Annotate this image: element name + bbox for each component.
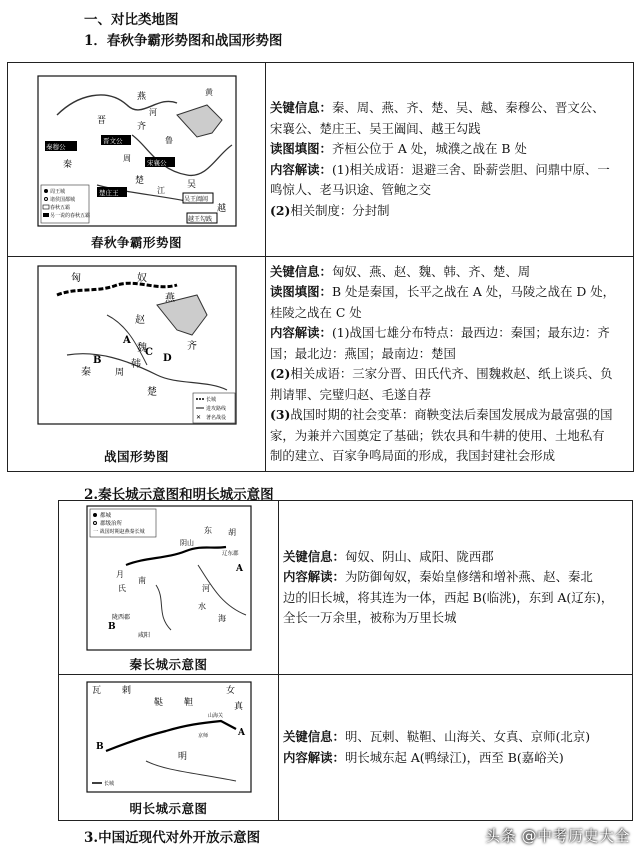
key-label: 读图填图： <box>270 284 332 299</box>
ming-label-shanhaiguan: 山海关 <box>207 713 223 719</box>
key-label: 内容解读： <box>270 161 332 177</box>
text-segment: 边的旧长城，将其连为一体，西起 B(临洮)，东到 A(辽东)， <box>283 589 614 605</box>
chunqiu-label-chuzhuangwang: 楚庄王 <box>98 189 118 197</box>
zhanguo-legend-2: 著名战役 <box>205 415 226 421</box>
chunqiu-label-songxianggong: 宋襄公 <box>146 159 166 167</box>
text-segment: 齐桓公位于 A 处，城濮之战在 B 处 <box>331 141 527 156</box>
ming-label-ming: 明 <box>177 752 187 762</box>
zhanguo-legend <box>193 393 235 423</box>
qin-label-liaodong: 辽东郡 <box>221 551 239 557</box>
zhanguo-label-han: 韩 <box>130 359 141 370</box>
text-line <box>270 446 629 467</box>
zhanguo-label-xiong: 匈 <box>70 273 81 284</box>
ming-label-jingshi: 京师 <box>197 733 208 739</box>
key-label: 内容解读： <box>283 749 345 765</box>
zhanguo-text-cell <box>266 257 634 472</box>
ming-label-dan: 靼 <box>183 698 193 708</box>
text-line <box>270 364 629 385</box>
section-1-title: 一、对比类地图 <box>84 12 179 28</box>
chunqiu-label-yuewang: 越王勾践 <box>187 216 212 223</box>
chunqiu-text <box>270 98 629 221</box>
key-label: (2) <box>270 366 291 381</box>
zhanguo-label-B: B <box>92 355 101 366</box>
zhanguo-label-D: D <box>162 353 172 364</box>
table-1 <box>7 62 634 472</box>
chunqiu-label-jinwengong: 晋文公 <box>102 137 122 145</box>
ming-wall-text-cell <box>279 675 633 821</box>
qin-wall-map-cell <box>59 501 279 675</box>
zhanguo-label-qin: 秦 <box>80 367 91 378</box>
text-line <box>270 282 629 303</box>
ming-wall-text <box>283 727 628 768</box>
text-line <box>283 547 628 568</box>
zhanguo-label-C: C <box>144 347 153 358</box>
chunqiu-label-wuwang: 吴王阖闾 <box>183 196 208 203</box>
qin-wall-caption: 秦长城示意图 <box>129 657 208 672</box>
zhanguo-text <box>270 262 629 467</box>
zhanguo-label-yan: 燕 <box>164 293 175 304</box>
text-line <box>270 385 629 406</box>
qin-wall-text-cell <box>279 501 633 675</box>
text-line <box>270 323 629 344</box>
section-3-title: 3.中国近现代对外开放示意图 <box>84 830 261 846</box>
text-line <box>270 405 629 426</box>
qin-label-dong: 东 <box>203 526 212 535</box>
text-line <box>270 98 629 119</box>
chunqiu-label-wu: 吴 <box>186 180 196 190</box>
chunqiu-label-qi: 齐 <box>136 122 146 132</box>
key-label: (3) <box>270 407 291 422</box>
qin-label-yinshan: 阴山 <box>179 539 194 547</box>
chunqiu-label-jiang: 江 <box>156 186 165 195</box>
text-segment: 国；最北边：燕国；最南边：楚国 <box>270 345 456 361</box>
section-2-title: 2.秦长城示意图和明长城示意图 <box>84 487 274 503</box>
text-segment: 家，为兼并六国奠定了基础；铁农具和牛耕的使用、土地私有 <box>270 427 605 443</box>
zhanguo-label-nu: 奴 <box>136 273 147 284</box>
text-segment: 明长城东起 A(鸭绿江)，西至 B(嘉峪关) <box>344 749 564 765</box>
qin-label-he: 河 <box>201 584 210 593</box>
ming-label-zhen: 真 <box>233 702 243 712</box>
qin-label-shui: 水 <box>197 602 206 611</box>
text-line <box>270 180 629 201</box>
qin-label-hu: 胡 <box>227 528 236 537</box>
text-line <box>270 303 629 324</box>
ming-wall-map-cell <box>59 675 279 821</box>
text-segment: 明、瓦剌、鞑靼、山海关、女真、京师(北京) <box>344 729 591 744</box>
text-line <box>283 727 628 748</box>
text-segment: (1)相关成语：退避三舍、卧薪尝胆、问鼎中原、一 <box>331 161 610 177</box>
chunqiu-label-qin: 秦 <box>62 160 72 170</box>
chunqiu-label-qinmugong: 秦穆公 <box>45 143 65 151</box>
ming-label-da: 鞑 <box>153 698 163 708</box>
key-label: 关键信息： <box>270 263 332 279</box>
chunqiu-legend-3: 另一说的春秋五霸 <box>49 213 90 219</box>
key-label: 内容解读： <box>270 325 332 340</box>
zhanguo-label-chu: 楚 <box>146 387 157 398</box>
zhanguo-legend-1: 进攻路线 <box>205 406 226 412</box>
text-line <box>270 160 629 181</box>
chunqiu-label-he: 河 <box>148 108 157 117</box>
qin-label-nan: 南 <box>137 576 146 585</box>
qin-legend-0: 都城 <box>99 513 111 519</box>
chunqiu-label-jin: 晋 <box>96 116 106 126</box>
zhanguo-map <box>37 265 237 425</box>
text-line <box>270 262 629 283</box>
text-segment: 相关成语：三家分晋、田氏代齐、围魏救赵、纸上谈兵、负 <box>290 366 613 381</box>
ming-label-la: 剌 <box>121 686 131 696</box>
text-segment: 荆请罪、完璧归赵、毛遂自荐 <box>270 386 432 402</box>
qin-wall-text <box>283 547 628 629</box>
qin-label-xianyang: 咸阳 <box>137 632 150 639</box>
text-line <box>270 426 629 447</box>
zhanguo-map-cell <box>8 257 266 472</box>
chunqiu-caption: 春秋争霸形势图 <box>90 235 182 250</box>
text-line <box>270 119 629 140</box>
key-label: 读图填图： <box>270 141 332 156</box>
chunqiu-legend-2: 春秋五霸 <box>49 205 70 211</box>
key-label: 关键信息： <box>283 729 345 744</box>
chunqiu-label-lu: 鲁 <box>164 136 173 145</box>
qin-label-shi: 氏 <box>117 584 126 593</box>
svg-text:✕: ✕ <box>195 414 201 421</box>
text-segment: 匈奴、阴山、咸阳、陇西郡 <box>344 548 494 564</box>
text-segment: 桂陵之战在 C 处 <box>270 304 362 320</box>
zhanguo-label-A: A <box>122 335 131 346</box>
key-label: 内容解读： <box>283 569 345 584</box>
qin-legend-2: 一 战国时期赵燕秦长城 <box>92 529 145 535</box>
ming-label-nv: 女 <box>225 686 235 696</box>
chunqiu-legend-1: 诸侯国都城 <box>49 197 75 203</box>
table-2 <box>58 500 633 821</box>
text-segment: 宋襄公、楚庄王、吴王阖闾、越王勾践 <box>270 120 481 136</box>
text-segment: 全长一万余里，被称为万里长城 <box>283 610 457 625</box>
watermark: 头条 @中考历史大全 <box>485 827 630 845</box>
text-line <box>270 344 629 365</box>
qin-wall-legend <box>90 509 156 537</box>
qin-label-longxi: 陇西郡 <box>111 614 130 621</box>
section-1-subtitle: 1．春秋争霸形势图和战国形势图 <box>84 33 283 49</box>
text-segment: 制的建立、百家争鸣局面的形成，我国封建社会形成 <box>270 448 555 463</box>
zhanguo-caption: 战国形势图 <box>103 449 169 464</box>
key-label: (2) <box>270 202 291 218</box>
zhanguo-label-zhao: 赵 <box>134 315 145 326</box>
zhanguo-legend-0: 长城 <box>205 397 216 403</box>
chunqiu-label-zhou: 周 <box>122 154 131 163</box>
chunqiu-label-chu: 楚 <box>134 176 144 186</box>
text-segment: (1)战国七雄分布特点：最西边：秦国；最东边：齐 <box>331 325 610 340</box>
text-segment: 相关制度：分封制 <box>290 202 390 218</box>
ming-wall-map <box>86 681 252 793</box>
ming-label-wa: 瓦 <box>91 686 101 696</box>
chunqiu-legend <box>41 185 90 223</box>
key-label: 关键信息： <box>283 548 345 564</box>
text-line <box>283 748 628 769</box>
ming-label-A: A <box>237 728 245 738</box>
zhanguo-label-qi: 齐 <box>186 341 197 352</box>
ming-wall-caption: 明长城示意图 <box>129 801 208 816</box>
qin-label-hai: 海 <box>217 614 226 623</box>
zhanguo-label-zhou: 周 <box>114 368 124 378</box>
text-segment: 为防御匈奴，秦始皇修缮和增补燕、赵、秦北 <box>344 569 593 584</box>
chunqiu-text-cell <box>266 63 634 257</box>
ming-legend-wall: 长城 <box>103 781 114 787</box>
text-segment: 鸣惊人、老马识途、管鲍之交 <box>270 182 432 197</box>
zhanguo-label-wei: 魏 <box>136 343 147 354</box>
chunqiu-label-huang: 黄 <box>204 88 213 97</box>
text-line <box>270 139 629 160</box>
text-segment: 战国时期的社会变革：商鞅变法后秦国发展成为最富强的国 <box>290 407 613 422</box>
text-line <box>283 588 628 609</box>
text-segment: B 处是秦国，长平之战在 A 处，马陵之战在 D 处， <box>331 284 616 299</box>
chunqiu-label-yue: 越 <box>216 204 226 214</box>
chunqiu-label-yan: 燕 <box>136 92 146 102</box>
text-segment: 匈奴、燕、赵、魏、韩、齐、楚、周 <box>331 263 531 279</box>
qin-label-B: B <box>107 622 116 632</box>
text-line <box>283 608 628 629</box>
qin-legend-1: 郡级治所 <box>99 521 122 527</box>
chunqiu-map-cell <box>8 63 266 257</box>
text-segment: 秦、周、燕、齐、楚、吴、越、秦穆公、晋文公、 <box>331 100 605 115</box>
chunqiu-map <box>37 75 237 227</box>
key-label: 关键信息： <box>270 100 332 115</box>
qin-wall-map <box>86 505 252 651</box>
ming-label-B: B <box>95 742 104 752</box>
text-line <box>270 201 629 222</box>
qin-label-yue: 月 <box>115 570 124 579</box>
text-line <box>283 567 628 588</box>
qin-label-A: A <box>235 564 243 574</box>
chunqiu-legend-0: 周王城 <box>49 189 65 195</box>
